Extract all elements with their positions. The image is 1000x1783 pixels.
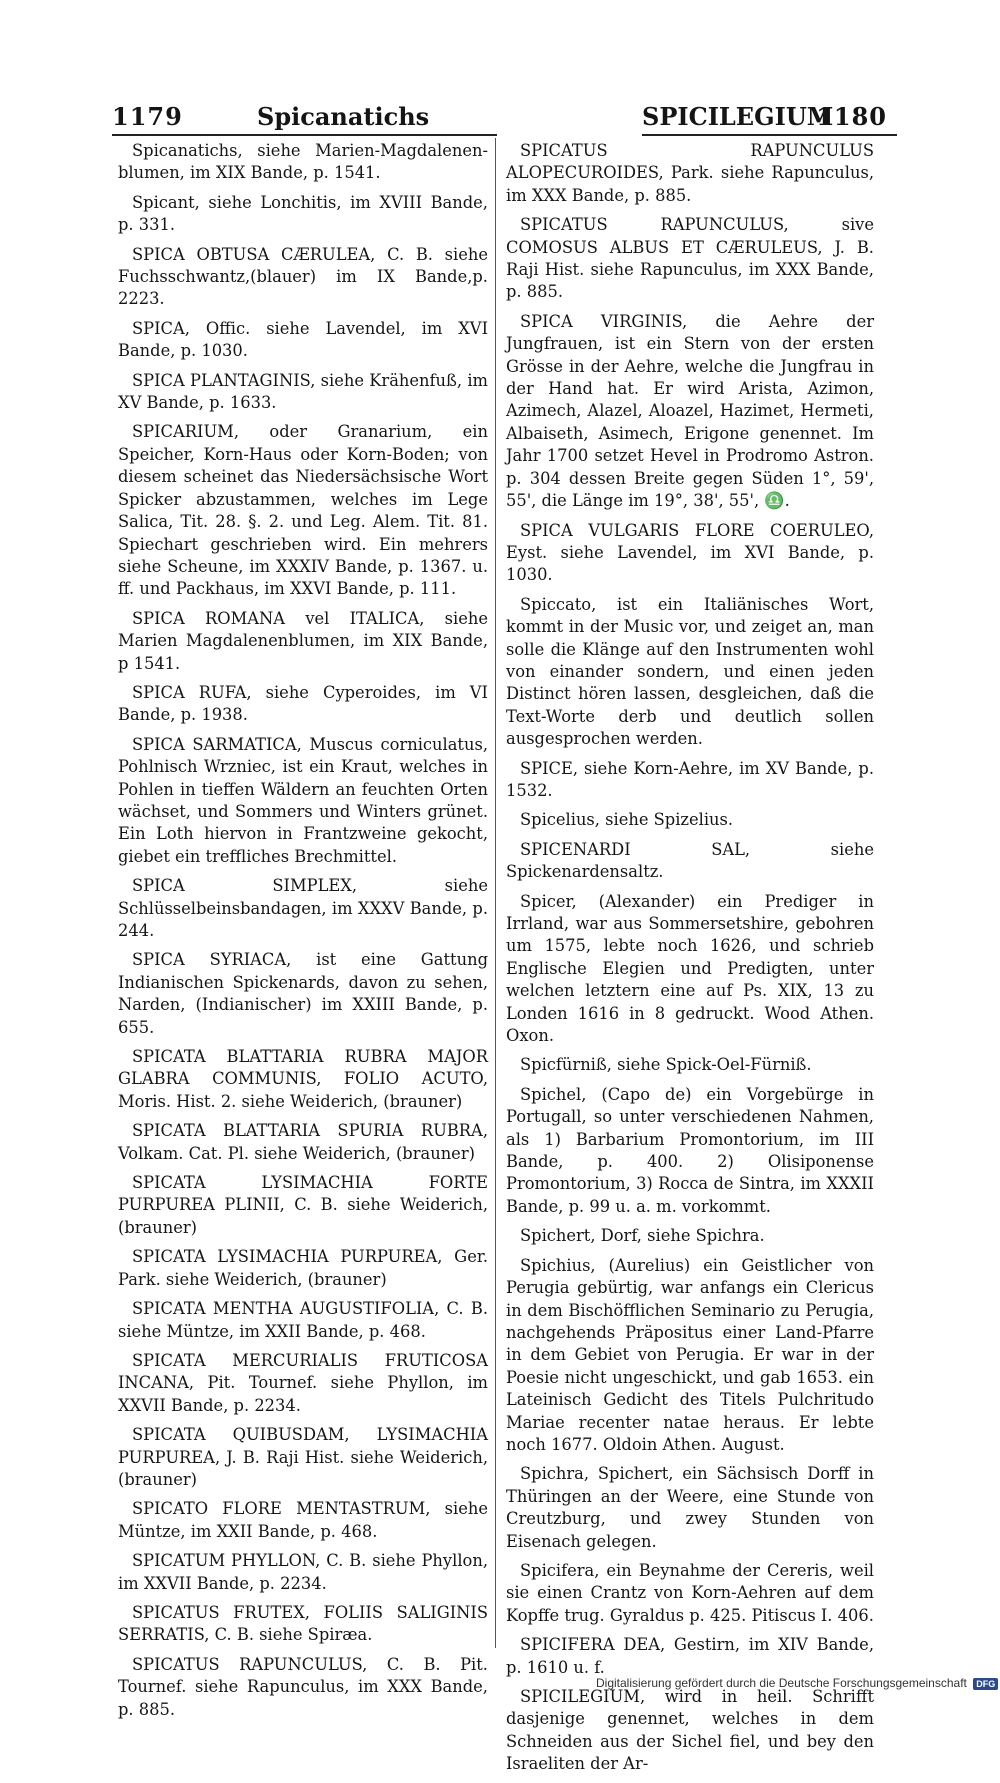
entry: Spiccato, ist ein Italiänisches Wort, kommt in der Music vor, und zeiget an, man solle die Klänge auf den Instrumenten wohl von einander sondern, und einen jeden Distinct hören lassen, desgleichen, daß die Text-Worte derb und deutlich sollen ausgesprochen werden. [506,594,874,749]
entry: Spicanatichs, siehe Marien-Magdalenen-blumen, im XIX Bande, p. 1541. [118,141,488,183]
entry: Spicelius, siehe Spizelius. [520,810,734,830]
digitization-credit [596,1676,1000,1690]
dfg-logo: DFG [973,1678,998,1690]
entry: SPICA ROMANA vel ITALICA, siehe Marien Magdalenenblumen, im XIX Bande, p 1541. [118,608,488,673]
entry: SPICATUS RAPUNCULUS ALOPECUROIDES, Park. siehe Rapunculus, im XXX Bande, p. 885. [506,141,874,205]
entry: SPICA SYRIACA, ist eine Gattung Indianischen Spickenards, davon zu sehen, Narden, (Indianischer) im XXIII Bande, p. 655. [118,950,488,1037]
entry: Spicer, (Alexander) ein Prediger in Irrland, war aus Sommersetshire, gebohren um 1575, lebte noch 1626, und schrieb Englische Elegien und Predigten, unter welchen letztern eine auf Ps. XIX, 13 zu Londen 1616 in 8 gedruckt. Wood Athen. Oxon. [506,891,874,1046]
credit-text: Digitalisierung gefördert durch die Deutsche Forschungsgemeinschaft [596,1676,967,1690]
right-column [506,140,874,1783]
entry: SPICA VIRGINIS, die Aehre der Jungfrauen, ist ein Stern von der ersten Grösse in der Aehre, welche die Jungfrau in der Hand hat. Er wird Arista, Azimon, Azimech, Alazel, Aloazel, Hazimet, Hermeti, Albaiseth, Asimech, Erigone genennet. Im Jahr 1700 setzet Hevel in Prodromo Astron. p. 304 dessen Breite gegen Süden 1°, 59', 55', die Länge im 19°, 38', 55', ♎. [506,311,874,511]
header-rule-left [112,134,497,136]
left-page-number: 1179 [112,102,183,131]
left-column [118,140,488,1728]
entry: SPICA PLANTAGINIS, siehe Krähenfuß, im XV Bande, p. 1633. [118,370,488,413]
entry: SPICA RUFA, siehe Cyperoides, im VI Bande, p. 1938. [118,682,488,725]
entry: SPICATA BLATTARIA SPURIA RUBRA, Volkam. Cat. Pl. siehe Weiderich, (brauner) [118,1121,488,1163]
entry: SPICATA MERCURIALIS FRUTICOSA INCANA, Pit. Tournef. siehe Phyllon, im XXVII Bande, p. 2234. [118,1350,488,1415]
entry: SPICATA LYSIMACHIA PURPUREA, Ger. Park. siehe Weiderich, (brauner) [118,1247,488,1289]
entry: Spichel, (Capo de) ein Vorgebürge in Portugall, so unter verschiedenen Nahmen, als 1) Barbarium Promontorium, im III Bande, p. 400. 2) Olisiponense Promontorium, 3) Rocca de Sintra, im XXXII Bande, p. 99 u. a. m. vorkommt. [506,1084,874,1216]
entry: SPICATA QUIBUSDAM, LYSIMACHIA PURPUREA, J. B. Raji Hist. siehe Weiderich, (brauner) [118,1425,488,1489]
entry: SPICATUS RAPUNCULUS, sive COMOSUS ALBUS ET CÆRULEUS, J. B. Raji Hist. siehe Rapunculus, im XXX Bande, p. 885. [506,215,874,302]
entry: SPICATUS FRUTEX, FOLIIS SALIGINIS SERRATIS, C. B. siehe Spiræa. [118,1602,488,1645]
entry: SPICILEGIUM, wird in heil. Schrifft dasjenige genennet, welches in dem Schneiden aus der Sichel fiel, und bey den Israeliten der Ar- [506,1687,874,1774]
entry: Spicifera, ein Beynahme der Cereris, weil sie einen Crantz von Korn-Aehren auf dem Kopffe trug. Gyraldus p. 425. Pitiscus I. 406. [506,1560,874,1625]
entry: SPICATA BLATTARIA RUBRA MAJOR GLABRA COMMUNIS, FOLIO ACUTO, Moris. Hist. 2. siehe Weiderich, (brauner) [118,1047,488,1111]
entry: SPICE, siehe Korn-Aehre, im XV Bande, p. 1532. [506,758,874,800]
header-rule-right [642,134,897,136]
entry: SPICA SARMATICA, Muscus corniculatus, Pohlnisch Wrzniec, ist ein Kraut, welches in Pohlen in tieffen Wäldern an feuchten Orten wächset, und Sommers und Winters grünet. Ein Loth hiervon in Frantzweine gekocht, giebet ein treffliches Brechmittel. [118,734,488,866]
entry: Spicant, siehe Lonchitis, im XVIII Bande, p. 331. [118,192,488,235]
column-divider [495,138,496,1648]
entry: SPICIFERA DEA, Gestirn, im XIV Bande, p. 1610 u. f. [506,1635,874,1677]
entry: SPICARIUM, oder Granarium, ein Speicher, Korn-Haus oder Korn-Boden; von diesem scheinet das Niedersächsische Wort Spicker abzustammen, welches im Lege Salica, Tit. 28. §. 2. und Leg. Alem. Tit. 81. Spiechart geschrieben wird. Ein mehrers siehe Scheune, im XXXIV Bande, p. 1367. u. ff. und Packhaus, im XXVI Bande, p. 111. [118,422,488,599]
entry: SPICA VULGARIS FLORE COERULEO, Eyst. siehe Lavendel, im XVI Bande, p. 1030. [506,520,874,585]
entry: Spichert, Dorf, siehe Spichra. [520,1226,765,1246]
page-header [112,100,887,136]
entry: SPICATA MENTHA AUGUSTIFOLIA, C. B. siehe Müntze, im XXII Bande, p. 468. [118,1299,488,1341]
right-running-keyword: SPICILEGIUM [642,102,834,131]
entry: Spichius, (Aurelius) ein Geistlicher von Perugia gebürtig, war anfangs ein Clericus in dem Bischöfflichen Seminario zu Perugia, nachgehends Präpositus einer Land-Pfarre in dem Gebiet von Perugia. Er war in der Poesie nicht ungeschickt, und gab 1653. ein Lateinisch Gedicht des Titels Pulchritudo Mariae recenter natae heraus. Er lebte noch 1677. Oldoin Athen. August. [506,1255,874,1454]
entry: SPICATA LYSIMACHIA FORTE PURPUREA PLINII, C. B. siehe Weiderich, (brauner) [118,1173,488,1237]
right-page-number: 1180 [816,102,887,131]
entry: SPICATO FLORE MENTASTRUM, siehe Müntze, im XXII Bande, p. 468. [118,1499,488,1541]
entry: SPICATUM PHYLLON, C. B. siehe Phyllon, im XXVII Bande, p. 2234. [118,1551,488,1593]
entry: Spichra, Spichert, ein Sächsisch Dorff in Thüringen an der Weere, eine Stunde von Creutzburg, und zwey Stunden von Eisenach gelegen. [506,1464,874,1551]
entry: SPICENARDI SAL, siehe Spickenardensaltz. [506,839,874,882]
entry: SPICA SIMPLEX, siehe Schlüsselbeinsbandagen, im XXXV Bande, p. 244. [118,876,488,940]
entry: Spicfürniß, siehe Spick-Oel-Fürniß. [520,1055,812,1075]
entry: SPICA, Offic. siehe Lavendel, im XVI Bande, p. 1030. [118,318,488,361]
entry: SPICA OBTUSA CÆRULEA, C. B. siehe Fuchsschwantz,(blauer) im IX Bande,p. 2223. [118,244,488,309]
entry: SPICATUS RAPUNCULUS, C. B. Pit. Tournef. siehe Rapunculus, im XXX Bande, p. 885. [118,1654,488,1719]
left-running-keyword: Spicanatichs [257,102,430,131]
